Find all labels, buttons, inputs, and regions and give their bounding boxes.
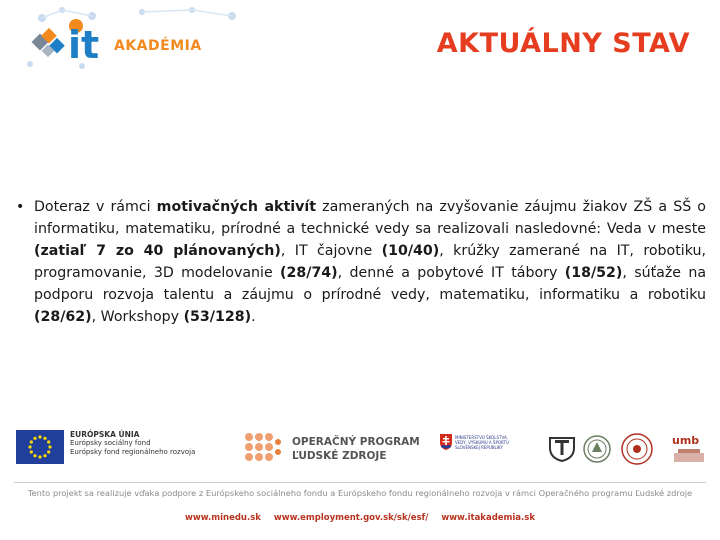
logo-akademia-text: AKADÉMIA <box>114 38 202 54</box>
bold-run: motivačných aktivít <box>156 199 317 215</box>
op-text <box>292 435 420 463</box>
university-seal-icon <box>582 432 612 466</box>
bullet-item <box>16 196 706 328</box>
text-run: , krúžky zamerané na IT, robotiku, programovanie, 3D modelovanie <box>34 243 707 281</box>
op-line-1: OPERAČNÝ PROGRAM <box>292 436 420 448</box>
logo-it-text: it <box>68 23 100 67</box>
bold-run: (53/128) <box>183 309 252 325</box>
slovak-crest-icon <box>440 434 452 450</box>
slide-title: AKTUÁLNY STAV <box>436 28 690 59</box>
text-run: Doteraz v rámci <box>34 199 157 215</box>
bullet-text <box>34 196 706 328</box>
eu-text <box>70 430 195 457</box>
op-dots-icon <box>244 432 282 466</box>
link-minedu[interactable]: www.minedu.sk <box>185 513 261 523</box>
ministry-text: MINISTERSTVO ŠKOLSTVA, VEDY, VÝSKUMU A ŠPORTU SLOVENSKEJ REPUBLIKY <box>455 434 509 450</box>
text-run: . <box>251 309 256 325</box>
bullet-icon: • <box>16 199 25 215</box>
text-run: , Workshopy <box>91 309 184 325</box>
bold-run: (28/74) <box>280 265 338 281</box>
tu-logo-icon <box>548 432 576 462</box>
footer-note: Tento projekt sa realizuje vďaka podpore z Európskeho sociálneho fondu a Európskeho fondu regionálneho rozvoja v rámci Operačného programu Ľudské zdroje <box>27 488 693 498</box>
footer-links <box>0 513 720 523</box>
umb-text: umb <box>672 434 700 447</box>
op-line-2: ĽUDSKÉ ZDROJE <box>292 450 387 462</box>
partner-logos <box>0 428 720 478</box>
ministry-logo <box>440 434 511 450</box>
eu-fund-1: Európsky sociálny fond <box>70 439 151 447</box>
link-itakademia[interactable]: www.itakademia.sk <box>441 513 535 523</box>
op-ludske-zdroje-logo <box>244 432 420 466</box>
bold-run: (zatiaľ 7 zo 40 plánovaných) <box>34 243 281 259</box>
it-akademia-logo <box>22 6 262 72</box>
text-run: zameraných na zvyšovanie záujmu žiakov ZŠ a SŠ o informatiku, matematiku, prírodné a technické vedy sa realizovali nasledovné: Veda v meste <box>34 199 706 237</box>
footer-divider <box>14 482 706 483</box>
bold-run: (10/40) <box>381 243 440 259</box>
link-employment[interactable]: www.employment.gov.sk/sk/esf/ <box>273 513 429 523</box>
eu-fund-2: Európsky fond regionálneho rozvoja <box>70 448 196 456</box>
eu-logo <box>16 430 195 464</box>
eu-flag-icon <box>16 430 64 464</box>
text-run: , súťaže na podporu rozvoja talentu a záujmu o prírodné vedy, matematiku, informatiku a robotiku <box>34 265 707 303</box>
text-run: , denné a pobytové IT tábory <box>337 265 565 281</box>
university-seal-icon <box>620 432 654 466</box>
eu-title: EURÓPSKA ÚNIA <box>70 430 140 439</box>
cube-icon <box>32 28 65 57</box>
umb-building-icon <box>672 447 708 463</box>
text-run: , IT čajovne <box>280 243 382 259</box>
bold-run: (28/62) <box>34 309 92 325</box>
content-area <box>16 196 706 328</box>
umb-logo <box>672 434 708 467</box>
bold-run: (18/52) <box>564 265 623 281</box>
